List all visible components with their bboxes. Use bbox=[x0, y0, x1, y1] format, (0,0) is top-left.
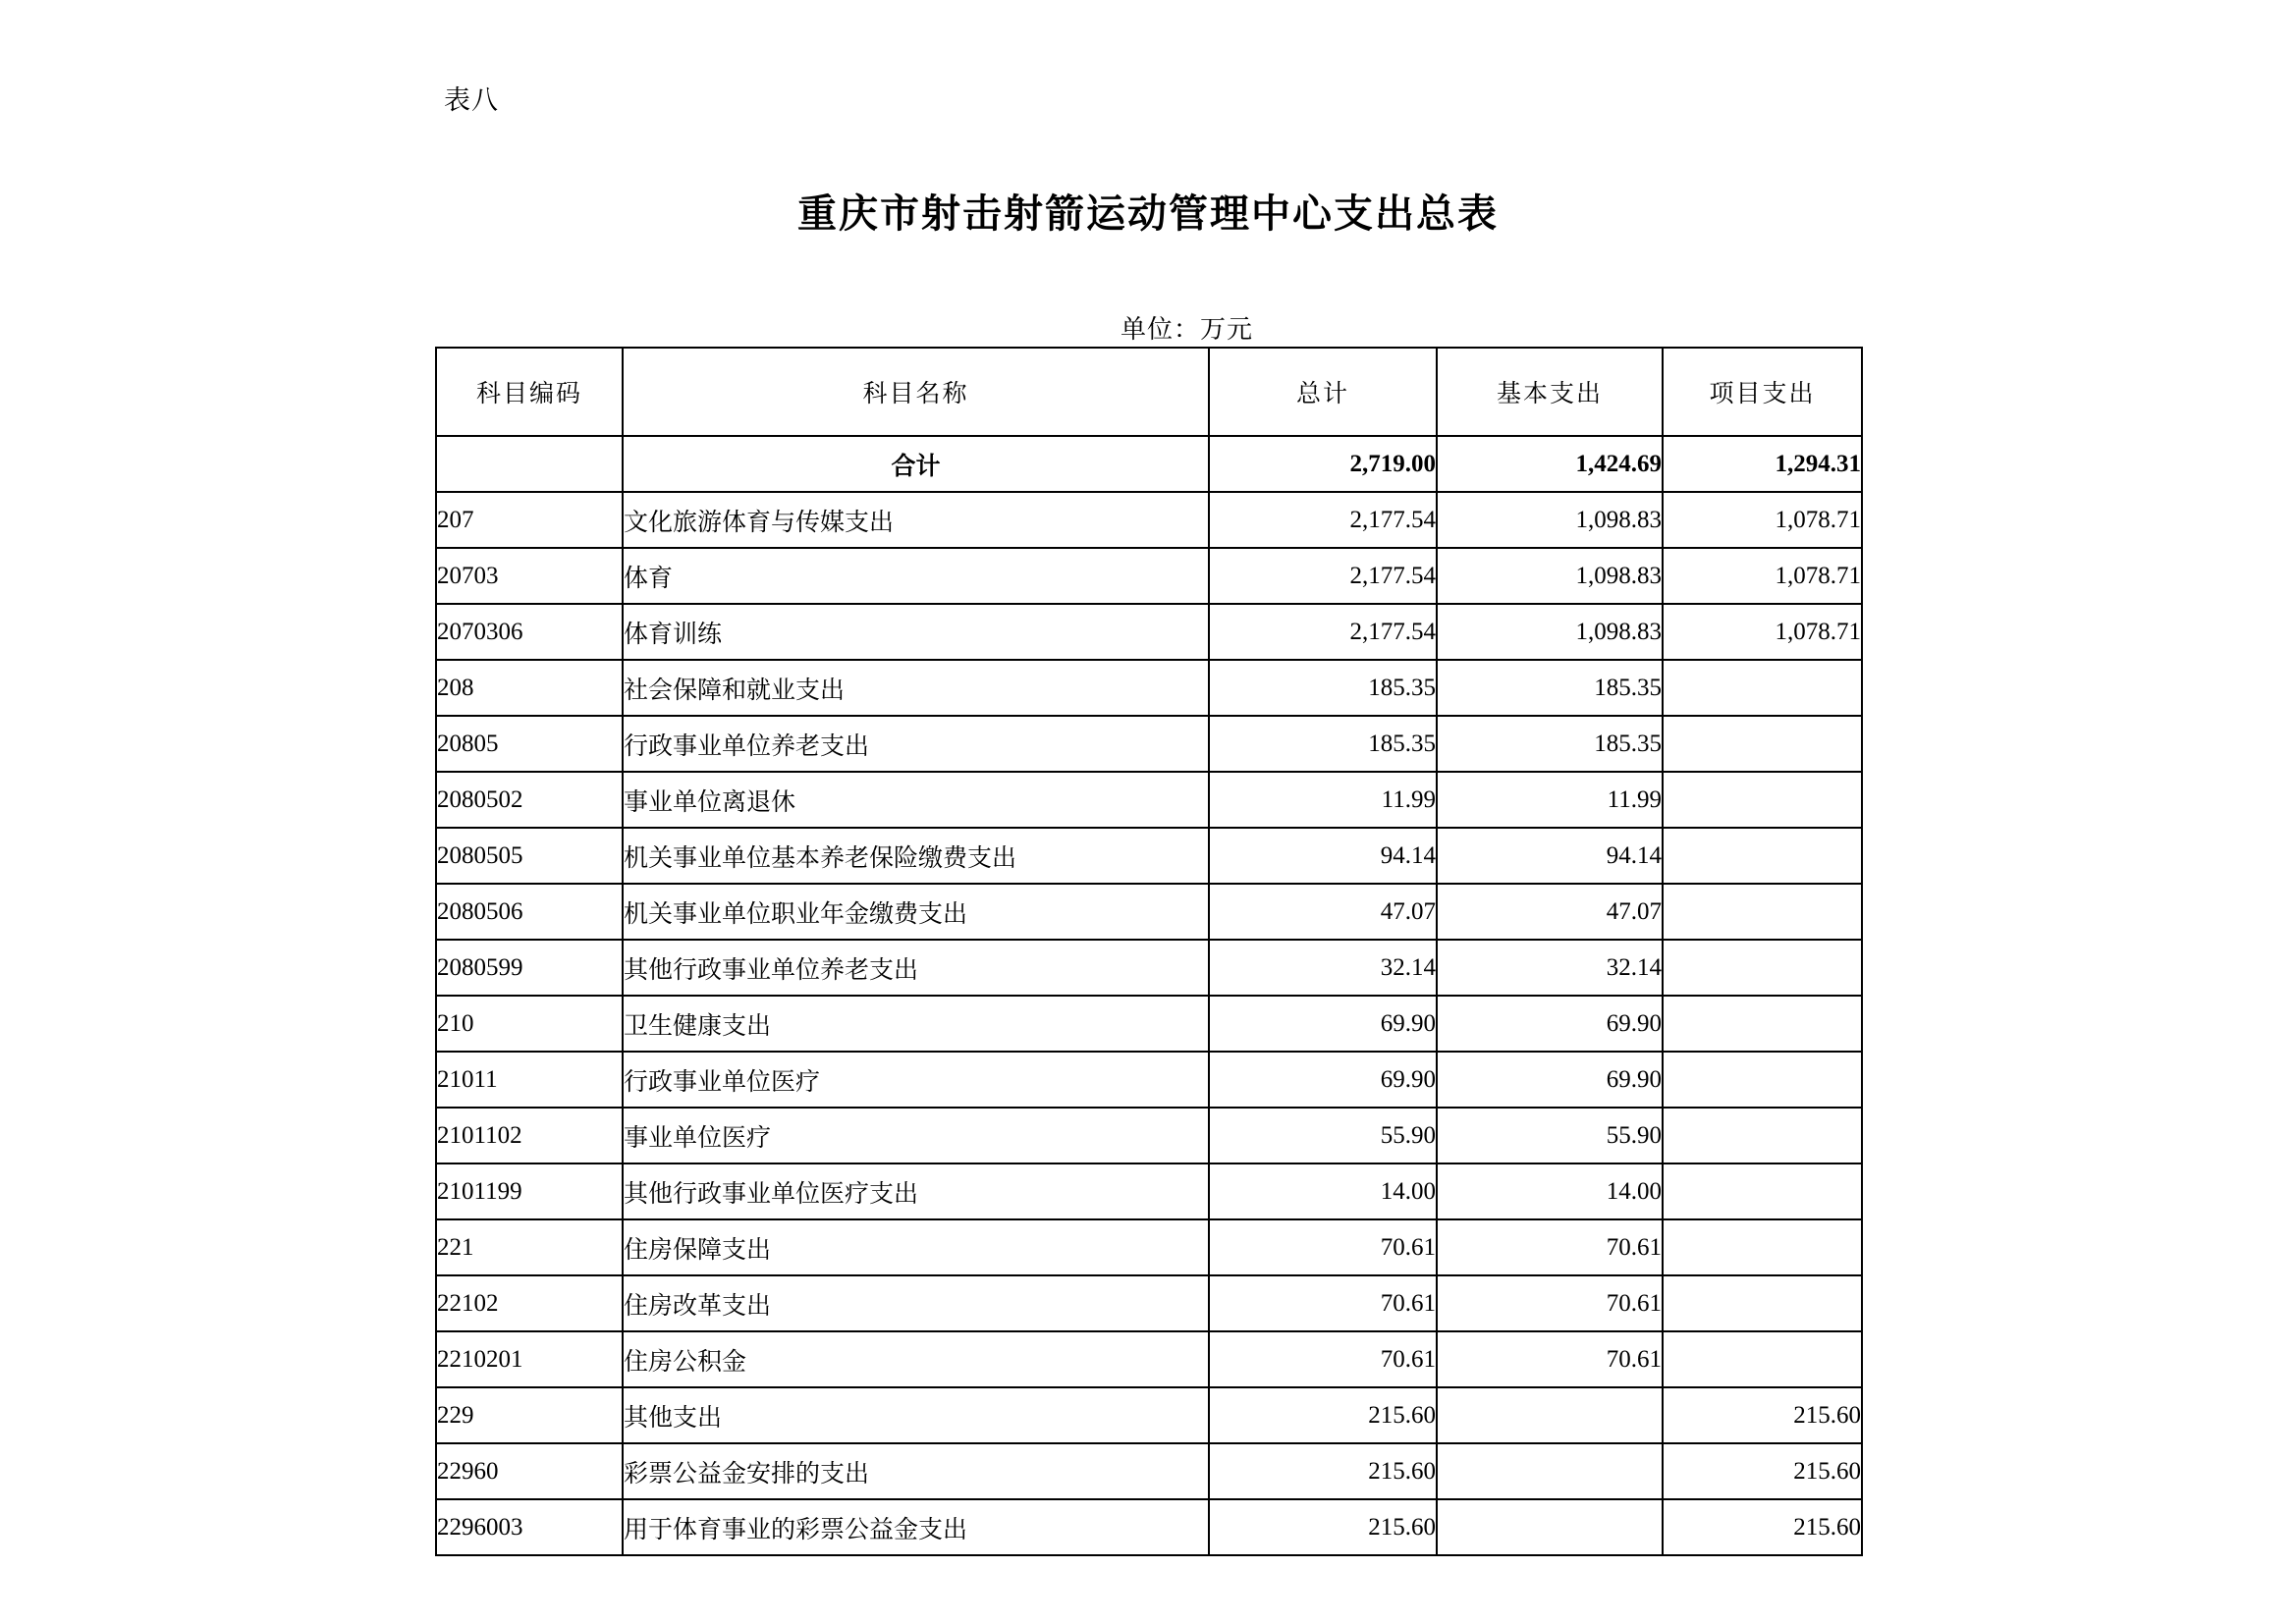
cell-subject-code bbox=[436, 436, 623, 492]
cell-subject-name: 卫生健康支出 bbox=[623, 996, 1209, 1052]
cell-subject-code: 208 bbox=[436, 660, 623, 716]
cell-basic-expenditure: 11.99 bbox=[1437, 772, 1663, 828]
cell-subject-code: 2101199 bbox=[436, 1163, 623, 1219]
cell-subject-code: 2080506 bbox=[436, 884, 623, 940]
table-row bbox=[436, 436, 1862, 492]
cell-project-expenditure bbox=[1663, 716, 1862, 772]
cell-project-expenditure bbox=[1663, 1108, 1862, 1163]
cell-subject-name: 社会保障和就业支出 bbox=[623, 660, 1209, 716]
page-title: 重庆市射击射箭运动管理中心支出总表 bbox=[797, 191, 1499, 236]
table-row bbox=[436, 716, 1862, 772]
cell-total: 32.14 bbox=[1209, 940, 1437, 996]
cell-basic-expenditure: 1,098.83 bbox=[1437, 548, 1663, 604]
cell-project-expenditure bbox=[1663, 1052, 1862, 1108]
cell-subject-name: 文化旅游体育与传媒支出 bbox=[623, 492, 1209, 548]
table-row bbox=[436, 1108, 1862, 1163]
cell-subject-name: 机关事业单位职业年金缴费支出 bbox=[623, 884, 1209, 940]
cell-subject-name: 体育训练 bbox=[623, 604, 1209, 660]
cell-project-expenditure bbox=[1663, 1275, 1862, 1331]
cell-basic-expenditure: 1,098.83 bbox=[1437, 492, 1663, 548]
cell-basic-expenditure: 94.14 bbox=[1437, 828, 1663, 884]
cell-basic-expenditure: 1,424.69 bbox=[1437, 436, 1663, 492]
cell-project-expenditure bbox=[1663, 940, 1862, 996]
cell-basic-expenditure: 14.00 bbox=[1437, 1163, 1663, 1219]
cell-project-expenditure: 1,294.31 bbox=[1663, 436, 1862, 492]
cell-subject-name: 事业单位离退休 bbox=[623, 772, 1209, 828]
table-row bbox=[436, 1443, 1862, 1499]
table-row bbox=[436, 1387, 1862, 1443]
cell-project-expenditure: 1,078.71 bbox=[1663, 604, 1862, 660]
cell-total: 2,177.54 bbox=[1209, 604, 1437, 660]
cell-project-expenditure bbox=[1663, 996, 1862, 1052]
cell-project-expenditure bbox=[1663, 884, 1862, 940]
cell-total: 11.99 bbox=[1209, 772, 1437, 828]
cell-project-expenditure bbox=[1663, 1219, 1862, 1275]
cell-subject-name: 行政事业单位医疗 bbox=[623, 1052, 1209, 1108]
cell-subject-code: 2080599 bbox=[436, 940, 623, 996]
cell-basic-expenditure: 47.07 bbox=[1437, 884, 1663, 940]
table-row bbox=[436, 1499, 1862, 1555]
cell-project-expenditure bbox=[1663, 828, 1862, 884]
table-row bbox=[436, 884, 1862, 940]
cell-basic-expenditure: 32.14 bbox=[1437, 940, 1663, 996]
cell-project-expenditure: 1,078.71 bbox=[1663, 492, 1862, 548]
table-row bbox=[436, 1275, 1862, 1331]
cell-subject-name: 住房保障支出 bbox=[623, 1219, 1209, 1275]
cell-subject-name: 合计 bbox=[623, 436, 1209, 492]
table-row bbox=[436, 1052, 1862, 1108]
cell-total: 69.90 bbox=[1209, 996, 1437, 1052]
cell-subject-name: 彩票公益金安排的支出 bbox=[623, 1443, 1209, 1499]
cell-total: 2,177.54 bbox=[1209, 492, 1437, 548]
column-header-code: 科目编码 bbox=[436, 348, 623, 436]
cell-subject-name: 其他支出 bbox=[623, 1387, 1209, 1443]
cell-total: 185.35 bbox=[1209, 660, 1437, 716]
cell-project-expenditure bbox=[1663, 1163, 1862, 1219]
cell-total: 69.90 bbox=[1209, 1052, 1437, 1108]
table-row bbox=[436, 1163, 1862, 1219]
table-body bbox=[436, 436, 1862, 1555]
cell-subject-code: 2101102 bbox=[436, 1108, 623, 1163]
table-header-row bbox=[436, 348, 1862, 436]
cell-subject-name: 其他行政事业单位医疗支出 bbox=[623, 1163, 1209, 1219]
cell-basic-expenditure: 70.61 bbox=[1437, 1219, 1663, 1275]
cell-total: 70.61 bbox=[1209, 1331, 1437, 1387]
table-header bbox=[436, 348, 1862, 436]
cell-basic-expenditure: 70.61 bbox=[1437, 1275, 1663, 1331]
cell-total: 2,177.54 bbox=[1209, 548, 1437, 604]
cell-total: 185.35 bbox=[1209, 716, 1437, 772]
cell-subject-name: 住房公积金 bbox=[623, 1331, 1209, 1387]
cell-project-expenditure bbox=[1663, 772, 1862, 828]
cell-basic-expenditure: 70.61 bbox=[1437, 1331, 1663, 1387]
cell-subject-code: 20805 bbox=[436, 716, 623, 772]
cell-subject-name: 用于体育事业的彩票公益金支出 bbox=[623, 1499, 1209, 1555]
unit-note: 单位：万元 bbox=[1120, 315, 1253, 344]
cell-total: 70.61 bbox=[1209, 1275, 1437, 1331]
cell-basic-expenditure: 69.90 bbox=[1437, 996, 1663, 1052]
cell-basic-expenditure bbox=[1437, 1499, 1663, 1555]
table-row bbox=[436, 828, 1862, 884]
cell-subject-name: 体育 bbox=[623, 548, 1209, 604]
cell-subject-name: 其他行政事业单位养老支出 bbox=[623, 940, 1209, 996]
cell-subject-code: 2210201 bbox=[436, 1331, 623, 1387]
cell-total: 94.14 bbox=[1209, 828, 1437, 884]
cell-total: 2,719.00 bbox=[1209, 436, 1437, 492]
table-row bbox=[436, 604, 1862, 660]
cell-project-expenditure bbox=[1663, 1331, 1862, 1387]
cell-subject-name: 行政事业单位养老支出 bbox=[623, 716, 1209, 772]
cell-subject-code: 2070306 bbox=[436, 604, 623, 660]
cell-subject-code: 207 bbox=[436, 492, 623, 548]
cell-project-expenditure: 215.60 bbox=[1663, 1387, 1862, 1443]
cell-subject-name: 事业单位医疗 bbox=[623, 1108, 1209, 1163]
cell-subject-code: 2296003 bbox=[436, 1499, 623, 1555]
column-header-project: 项目支出 bbox=[1663, 348, 1862, 436]
cell-basic-expenditure: 185.35 bbox=[1437, 716, 1663, 772]
form-number-label: 表八 bbox=[444, 85, 499, 115]
cell-subject-code: 210 bbox=[436, 996, 623, 1052]
cell-subject-name: 住房改革支出 bbox=[623, 1275, 1209, 1331]
cell-basic-expenditure bbox=[1437, 1443, 1663, 1499]
column-header-total: 总计 bbox=[1209, 348, 1437, 436]
cell-basic-expenditure: 69.90 bbox=[1437, 1052, 1663, 1108]
cell-total: 47.07 bbox=[1209, 884, 1437, 940]
cell-subject-code: 2080502 bbox=[436, 772, 623, 828]
cell-total: 215.60 bbox=[1209, 1387, 1437, 1443]
table-row bbox=[436, 940, 1862, 996]
cell-subject-code: 229 bbox=[436, 1387, 623, 1443]
cell-subject-code: 20703 bbox=[436, 548, 623, 604]
table-row bbox=[436, 492, 1862, 548]
cell-basic-expenditure bbox=[1437, 1387, 1663, 1443]
cell-project-expenditure: 215.60 bbox=[1663, 1443, 1862, 1499]
cell-subject-code: 21011 bbox=[436, 1052, 623, 1108]
cell-subject-code: 221 bbox=[436, 1219, 623, 1275]
cell-basic-expenditure: 185.35 bbox=[1437, 660, 1663, 716]
cell-total: 215.60 bbox=[1209, 1499, 1437, 1555]
cell-project-expenditure: 215.60 bbox=[1663, 1499, 1862, 1555]
cell-basic-expenditure: 1,098.83 bbox=[1437, 604, 1663, 660]
table-row bbox=[436, 772, 1862, 828]
column-header-basic: 基本支出 bbox=[1437, 348, 1663, 436]
cell-subject-code: 2080505 bbox=[436, 828, 623, 884]
cell-subject-name: 机关事业单位基本养老保险缴费支出 bbox=[623, 828, 1209, 884]
cell-basic-expenditure: 55.90 bbox=[1437, 1108, 1663, 1163]
cell-project-expenditure bbox=[1663, 660, 1862, 716]
table-row bbox=[436, 660, 1862, 716]
column-header-name: 科目名称 bbox=[623, 348, 1209, 436]
cell-total: 55.90 bbox=[1209, 1108, 1437, 1163]
expenditure-summary-table bbox=[435, 347, 1863, 1556]
cell-subject-code: 22102 bbox=[436, 1275, 623, 1331]
cell-total: 215.60 bbox=[1209, 1443, 1437, 1499]
cell-project-expenditure: 1,078.71 bbox=[1663, 548, 1862, 604]
table-row bbox=[436, 996, 1862, 1052]
table-row bbox=[436, 1331, 1862, 1387]
cell-total: 14.00 bbox=[1209, 1163, 1437, 1219]
table-row bbox=[436, 548, 1862, 604]
cell-subject-code: 22960 bbox=[436, 1443, 623, 1499]
cell-total: 70.61 bbox=[1209, 1219, 1437, 1275]
table-row bbox=[436, 1219, 1862, 1275]
